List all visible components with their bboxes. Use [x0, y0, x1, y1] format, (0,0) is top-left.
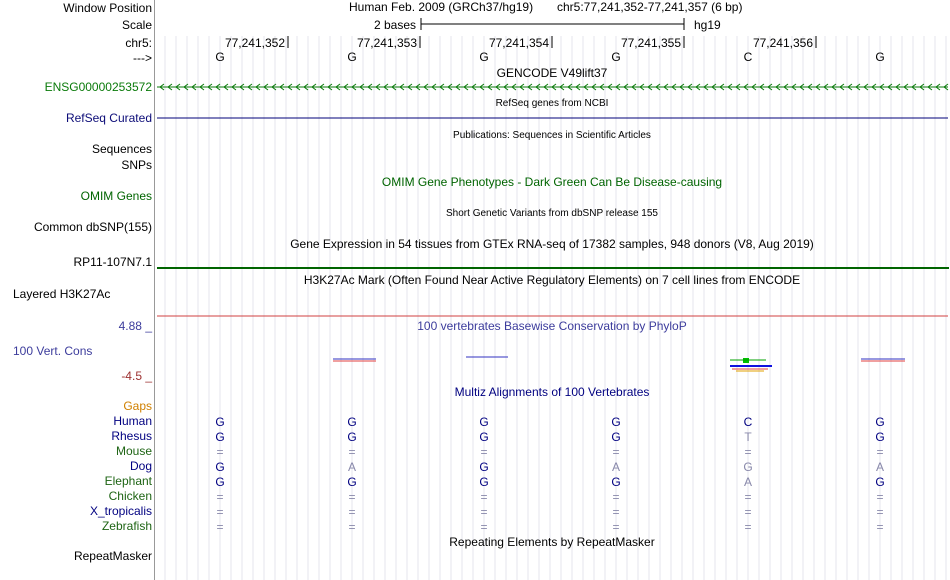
alignment-base: G: [479, 415, 489, 429]
coordinate-label: 77,241,356: [752, 36, 813, 50]
species-label-rhesus[interactable]: Rhesus: [111, 429, 152, 443]
phylop-max-label: 4.88 _: [118, 319, 152, 333]
reference-base: G: [875, 50, 885, 64]
alignment-base: =: [744, 490, 752, 504]
strand-label: --->: [133, 51, 152, 65]
repeatmasker-track-label[interactable]: RepeatMasker: [73, 549, 152, 563]
phylop-signal[interactable]: [333, 357, 905, 371]
alignment-base: G: [347, 430, 357, 444]
alignment-base: =: [480, 520, 488, 534]
gtex-track-title: Gene Expression in 54 tissues from GTEx RNA-seq of 17382 samples, 948 donors (V8, Aug 2019): [290, 237, 814, 251]
alignment-base: =: [216, 445, 224, 459]
scale-text: 2 bases: [373, 18, 416, 32]
alignment-base: C: [743, 415, 753, 429]
alignment-base: A: [875, 460, 885, 474]
alignment-base: G: [215, 460, 225, 474]
alignment-base: G: [611, 475, 621, 489]
chrom-label: chr5:: [125, 36, 152, 50]
alignment-base: =: [876, 445, 884, 459]
alignment-base: =: [612, 490, 620, 504]
omim-track-label[interactable]: OMIM Genes: [80, 189, 152, 203]
dbsnp-track-title: Short Genetic Variants from dbSNP release 155: [446, 208, 658, 219]
alignment-base: A: [743, 475, 753, 489]
alignment-base: G: [875, 415, 885, 429]
alignment-base: =: [216, 520, 224, 534]
window-position-label: Window Position: [63, 1, 152, 15]
reference-base: G: [479, 50, 489, 64]
publications-sequences-label[interactable]: Sequences: [91, 142, 152, 156]
coordinate-label: 77,241,354: [488, 36, 549, 50]
phylop-track-title: 100 vertebrates Basewise Conservation by PhyloP: [417, 319, 687, 333]
alignment-base: A: [347, 460, 357, 474]
coordinate-label: 77,241,355: [620, 36, 681, 50]
species-label-human[interactable]: Human: [113, 414, 152, 428]
alignment-base: =: [612, 445, 620, 459]
alignment-base: =: [876, 505, 884, 519]
alignment-base: G: [347, 415, 357, 429]
alignment-base: G: [875, 475, 885, 489]
species-label-x-tropicalis[interactable]: X_tropicalis: [89, 504, 152, 518]
scale-label: Scale: [121, 18, 152, 32]
position-text: chr5:77,241,352-77,241,357 (6 bp): [557, 0, 743, 14]
species-label-chicken[interactable]: Chicken: [108, 489, 152, 503]
alignment-base: G: [479, 430, 489, 444]
alignment-base: =: [744, 445, 752, 459]
publications-snps-label[interactable]: SNPs: [121, 158, 152, 172]
species-label-mouse[interactable]: Mouse: [115, 444, 152, 458]
gtex-expression-bar[interactable]: [157, 267, 949, 269]
refseq-track-label[interactable]: RefSeq Curated: [65, 111, 152, 125]
alignment-base: =: [744, 505, 752, 519]
alignment-base: =: [348, 445, 356, 459]
publications-track-title: Publications: Sequences in Scientific Articles: [453, 130, 651, 141]
species-label-zebrafish[interactable]: Zebrafish: [101, 519, 152, 533]
coordinate-label: 77,241,352: [224, 36, 285, 50]
reference-base: G: [347, 50, 357, 64]
alignment-base: =: [612, 505, 620, 519]
h3k27ac-track-title: H3K27Ac Mark (Often Found Near Active Regulatory Elements) on 7 cell lines from ENCODE: [303, 273, 801, 287]
multiz-track-title: Multiz Alignments of 100 Vertebrates: [454, 385, 650, 399]
phylop-min-label: -4.5 _: [121, 369, 152, 383]
phylop-track-label[interactable]: 100 Vert. Cons: [13, 344, 93, 358]
gencode-track-label[interactable]: ENSG00000253572: [44, 80, 152, 94]
gaps-label[interactable]: Gaps: [123, 399, 152, 413]
species-label-elephant[interactable]: Elephant: [104, 474, 152, 488]
alignment-base: G: [479, 460, 489, 474]
alignment-base: G: [743, 460, 753, 474]
alignment-base: =: [480, 490, 488, 504]
alignment-base: G: [215, 475, 225, 489]
repeatmasker-track-title: Repeating Elements by RepeatMasker: [449, 535, 655, 549]
coordinate-ruler: [225, 36, 816, 50]
scale-db-text: hg19: [694, 18, 721, 32]
alignment-base: =: [480, 445, 488, 459]
alignment-base: =: [744, 520, 752, 534]
alignment-base: =: [348, 505, 356, 519]
coordinate-label: 77,241,353: [356, 36, 417, 50]
omim-track-title: OMIM Gene Phenotypes - Dark Green Can Be Disease-causing: [381, 175, 723, 189]
alignment-base: =: [348, 520, 356, 534]
alignment-base: =: [612, 520, 620, 534]
alignment-base: =: [480, 505, 488, 519]
species-label-dog[interactable]: Dog: [129, 459, 152, 473]
refseq-track-title: RefSeq genes from NCBI: [495, 98, 609, 109]
alignment-base: G: [215, 430, 225, 444]
gtex-track-label[interactable]: RP11-107N7.1: [73, 255, 152, 269]
reference-base: G: [611, 50, 621, 64]
alignment-base: T: [744, 430, 752, 444]
alignment-base: G: [347, 475, 357, 489]
gencode-track-title: GENCODE V49lift37: [496, 66, 608, 80]
assembly-text: Human Feb. 2009 (GRCh37/hg19): [349, 0, 534, 14]
alignment-base: G: [611, 430, 621, 444]
alignment-base: =: [216, 505, 224, 519]
alignment-base: G: [215, 415, 225, 429]
alignment-base: A: [611, 460, 621, 474]
alignment-base: G: [875, 430, 885, 444]
alignment-base: G: [479, 475, 489, 489]
alignment-base: =: [876, 490, 884, 504]
alignment-base: =: [876, 520, 884, 534]
h3k27ac-track-label[interactable]: Layered H3K27Ac: [13, 287, 111, 301]
alignment-base: =: [216, 490, 224, 504]
reference-base: C: [743, 50, 753, 64]
alignment-base: =: [348, 490, 356, 504]
reference-base: G: [215, 50, 225, 64]
dbsnp-track-label[interactable]: Common dbSNP(155): [33, 220, 152, 234]
alignment-base: G: [611, 415, 621, 429]
